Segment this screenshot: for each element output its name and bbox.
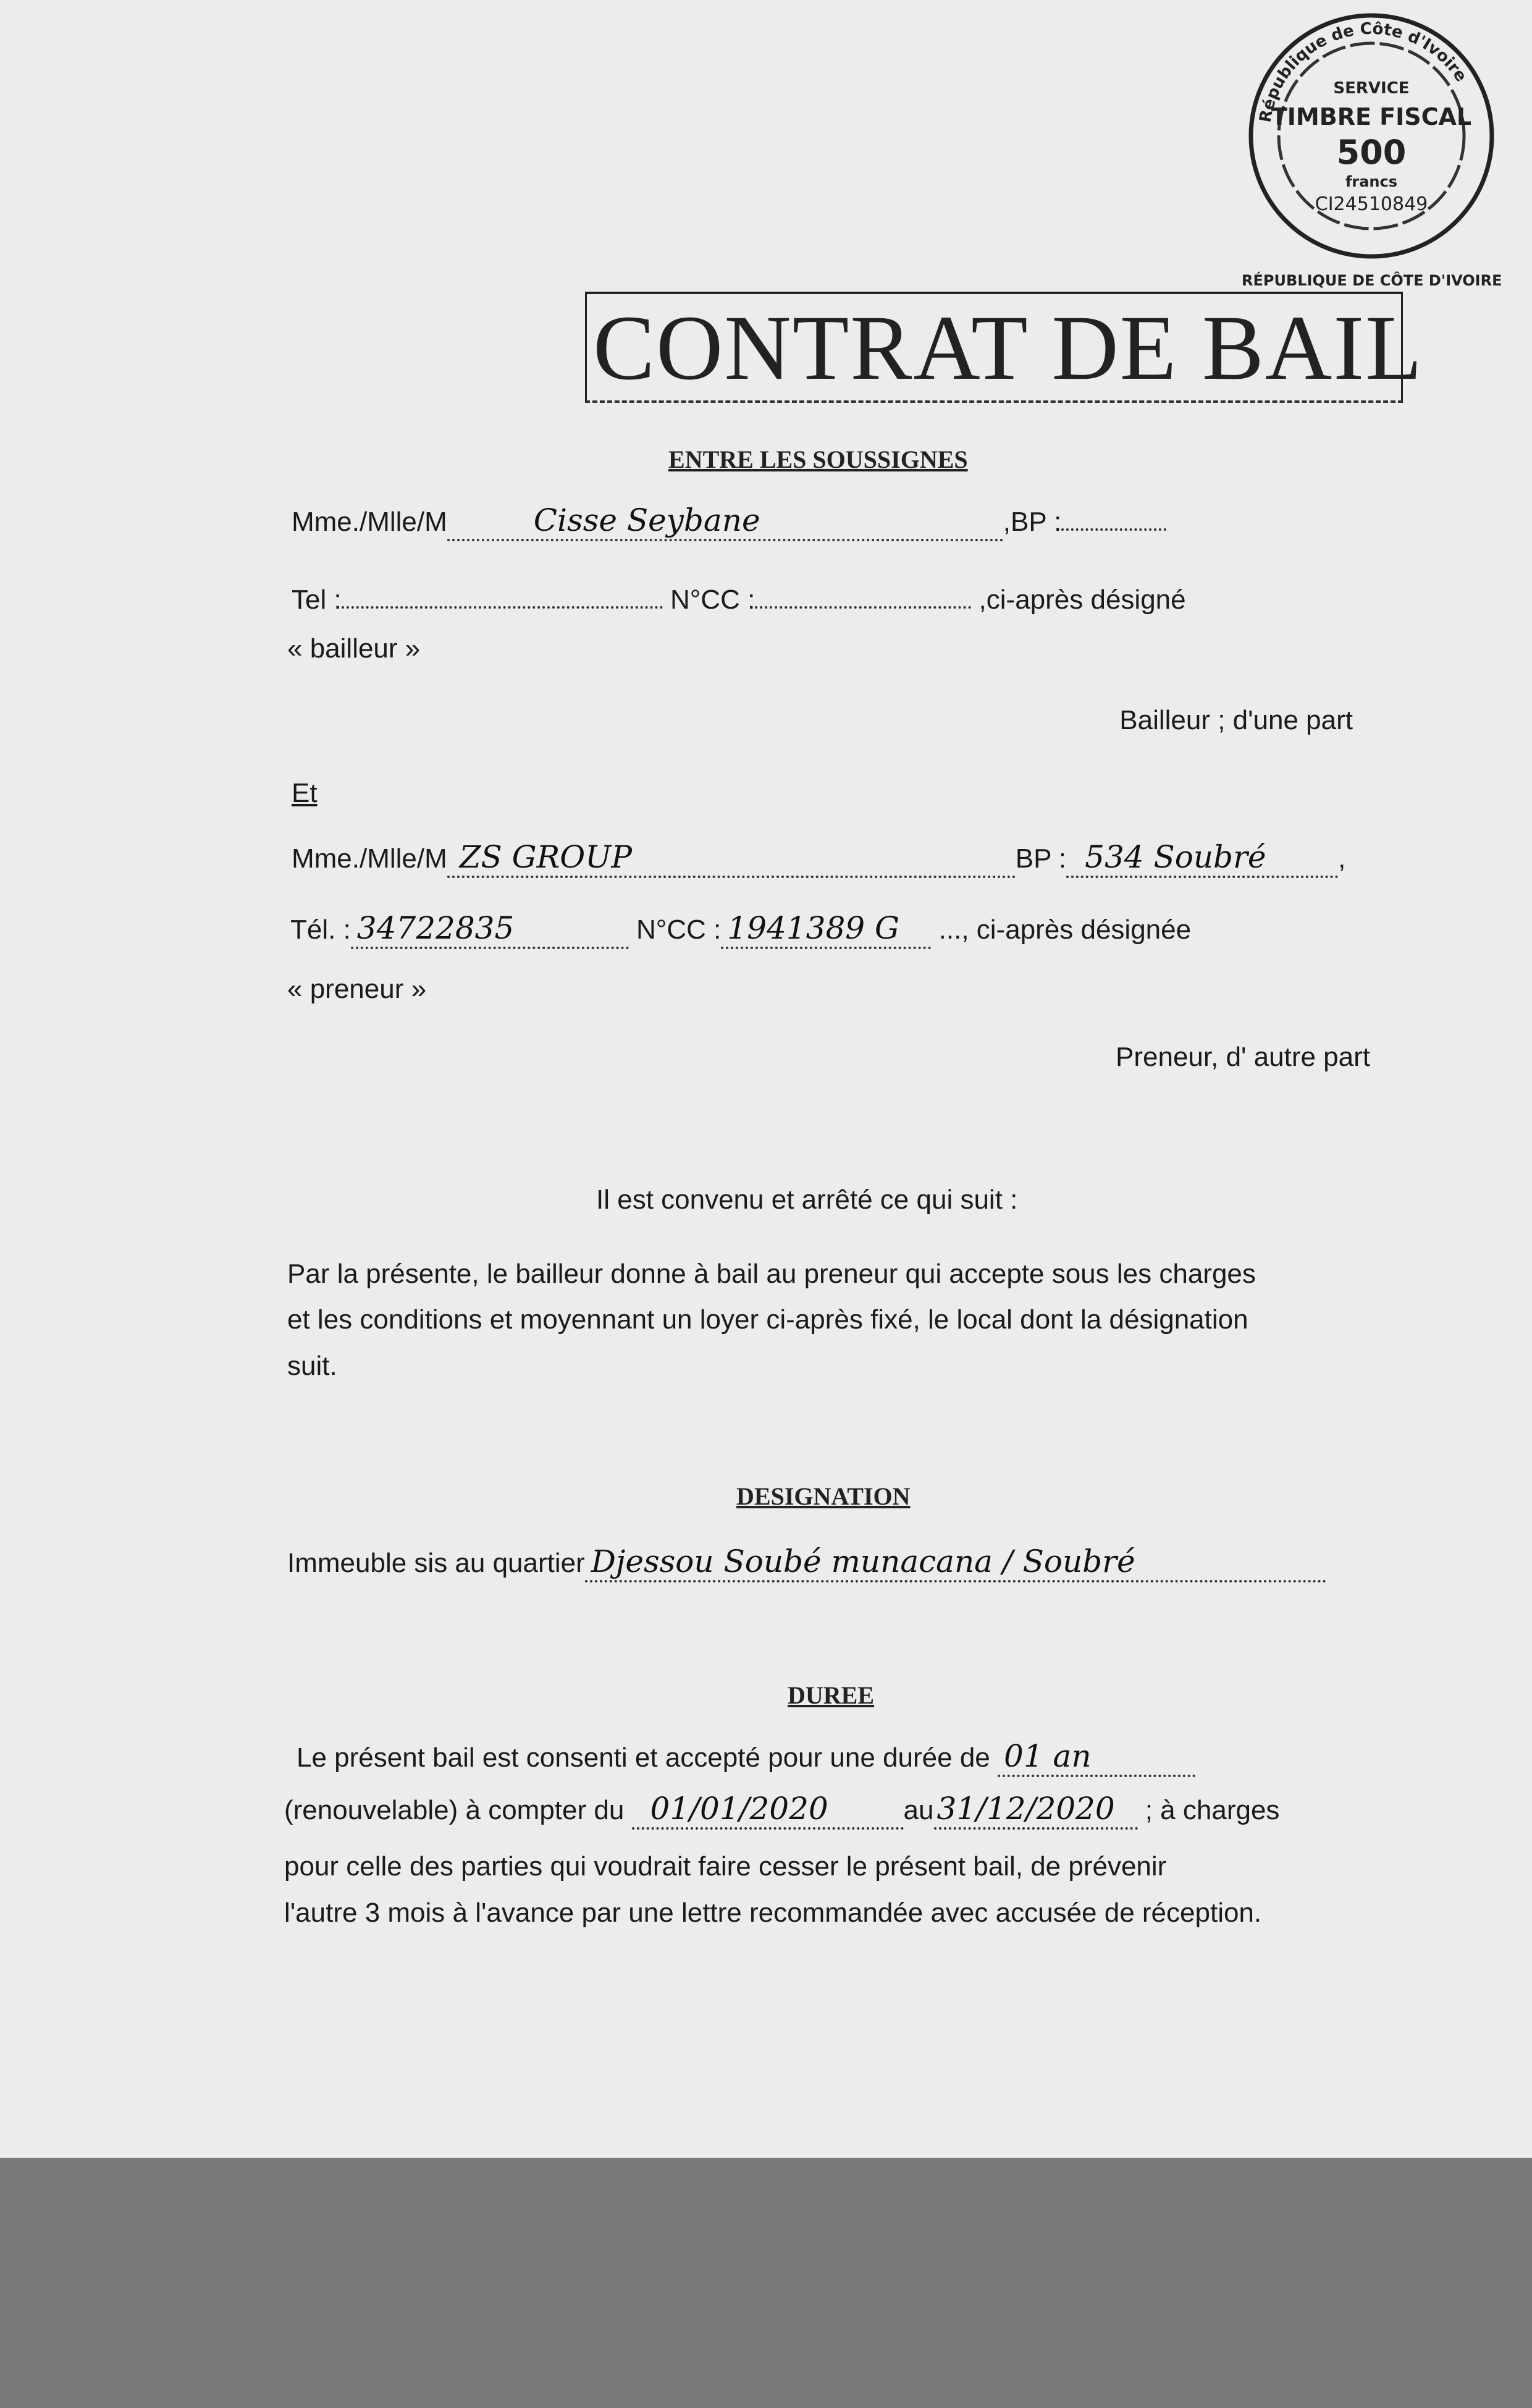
bailleur-name-row (292, 504, 1166, 541)
designation-heading: DESIGNATION (736, 1482, 911, 1510)
preneur-bp-field (1066, 840, 1338, 878)
bailleur-name-label: Mme./Mlle/M (292, 507, 447, 537)
preamble-line-2: et les conditions et moyennant un loyer ci-après fixé, le local dont la désignation (287, 1304, 1248, 1335)
bailleur-name-field (447, 504, 1003, 541)
et-label: Et (292, 778, 318, 808)
parties-heading: ENTRE LES SOUSSIGNES (668, 446, 968, 473)
duree-line-3: pour celle des parties qui voudrait faire cesser le présent bail, de prévenir (284, 1851, 1167, 1882)
preneur-ncc-value: 1941389 G (727, 910, 899, 946)
duree-line-1 (297, 1739, 1195, 1777)
stamp-service: SERVICE (1333, 79, 1410, 98)
preneur-ncc-field (721, 911, 931, 949)
duree-line-1-text: Le présent bail est consenti et accepté pour une durée de (297, 1743, 990, 1773)
preneur-role: « preneur » (287, 974, 427, 1004)
stamp-currency: francs (1345, 173, 1398, 190)
document-title: CONTRAT DE BAIL (593, 297, 1423, 399)
stamp-amount: 500 (1336, 133, 1407, 172)
duree-line-2 (284, 1792, 1279, 1830)
preneur-bp-value: 534 Soubré (1085, 839, 1266, 875)
preamble-line-3: suit. (287, 1351, 337, 1381)
preneur-tel-field (351, 911, 629, 949)
stamp-ring-text: République de Côte d'Ivoire (1256, 19, 1471, 124)
stamp-footer: RÉPUBLIQUE DE CÔTE D'IVOIRE (1242, 272, 1502, 289)
duree-line-2-suffix: ; à charges (1145, 1795, 1280, 1825)
bailleur-tel-label: Tel : (292, 585, 342, 615)
agreed-statement: Il est convenu et arrêté ce qui suit : (596, 1185, 1018, 1215)
preneur-bp-label: BP : (1015, 843, 1067, 874)
preneur-tel-row (290, 911, 1191, 949)
bailleur-ncc-label: N°CC : (670, 585, 755, 615)
preneur-part: Preneur, d' autre part (1116, 1042, 1370, 1072)
designation-field (585, 1545, 1326, 1582)
preneur-tel-value: 34722835 (356, 910, 515, 946)
duree-heading: DUREE (788, 1681, 875, 1709)
designation-row (287, 1545, 1326, 1582)
preneur-name-value: ZS GROUP (459, 839, 633, 875)
duration-value: 01 an (1004, 1738, 1092, 1774)
preneur-designation: ..., ci-après désignée (938, 915, 1192, 945)
start-date-value: 01/01/2020 (650, 1791, 828, 1827)
end-date-field (934, 1792, 1138, 1830)
bailleur-name-value: Cisse Seybane (533, 502, 760, 538)
preneur-tel-label: Tél. : (290, 915, 351, 945)
bailleur-ncc-field (755, 606, 971, 609)
fiscal-stamp (1242, 6, 1501, 297)
bailleur-designation: ,ci-après désigné (979, 585, 1186, 615)
preneur-name-row: Mme./Mlle/M ZS GROUP BP : 534 Soubré , (292, 840, 1345, 878)
bailleur-role: « bailleur » (287, 633, 421, 664)
end-date-value: 31/12/2020 (936, 1791, 1115, 1827)
preamble-line-1: Par la présente, le bailleur donne à bail au preneur qui accepte sous les charges (287, 1259, 1256, 1289)
stamp-serial: CI24510849 (1315, 193, 1428, 215)
duree-line-2-text: (renouvelable) à compter du (284, 1795, 625, 1825)
start-date-field (632, 1792, 904, 1830)
bailleur-bp-field (1061, 528, 1166, 531)
duration-field (998, 1739, 1195, 1777)
duree-line-4: l'autre 3 mois à l'avance par une lettre recommandée avec accusée de réception. (284, 1898, 1262, 1928)
au-label: au (903, 1795, 934, 1825)
preneur-ncc-label: N°CC : (636, 915, 722, 945)
bailleur-tel-field (342, 606, 663, 609)
bailleur-tel-row (292, 584, 1186, 617)
preneur-name-label: Mme./Mlle/M (292, 843, 447, 874)
bailleur-part: Bailleur ; d'une part (1119, 705, 1353, 735)
stamp-label: TIMBRE FISCAL (1271, 103, 1472, 130)
designation-label: Immeuble sis au quartier (287, 1548, 585, 1578)
preneur-name-field (447, 840, 1016, 878)
bailleur-bp-label: ,BP : (1003, 507, 1062, 537)
designation-value: Djessou Soubé munacana / Soubré (591, 1544, 1135, 1579)
